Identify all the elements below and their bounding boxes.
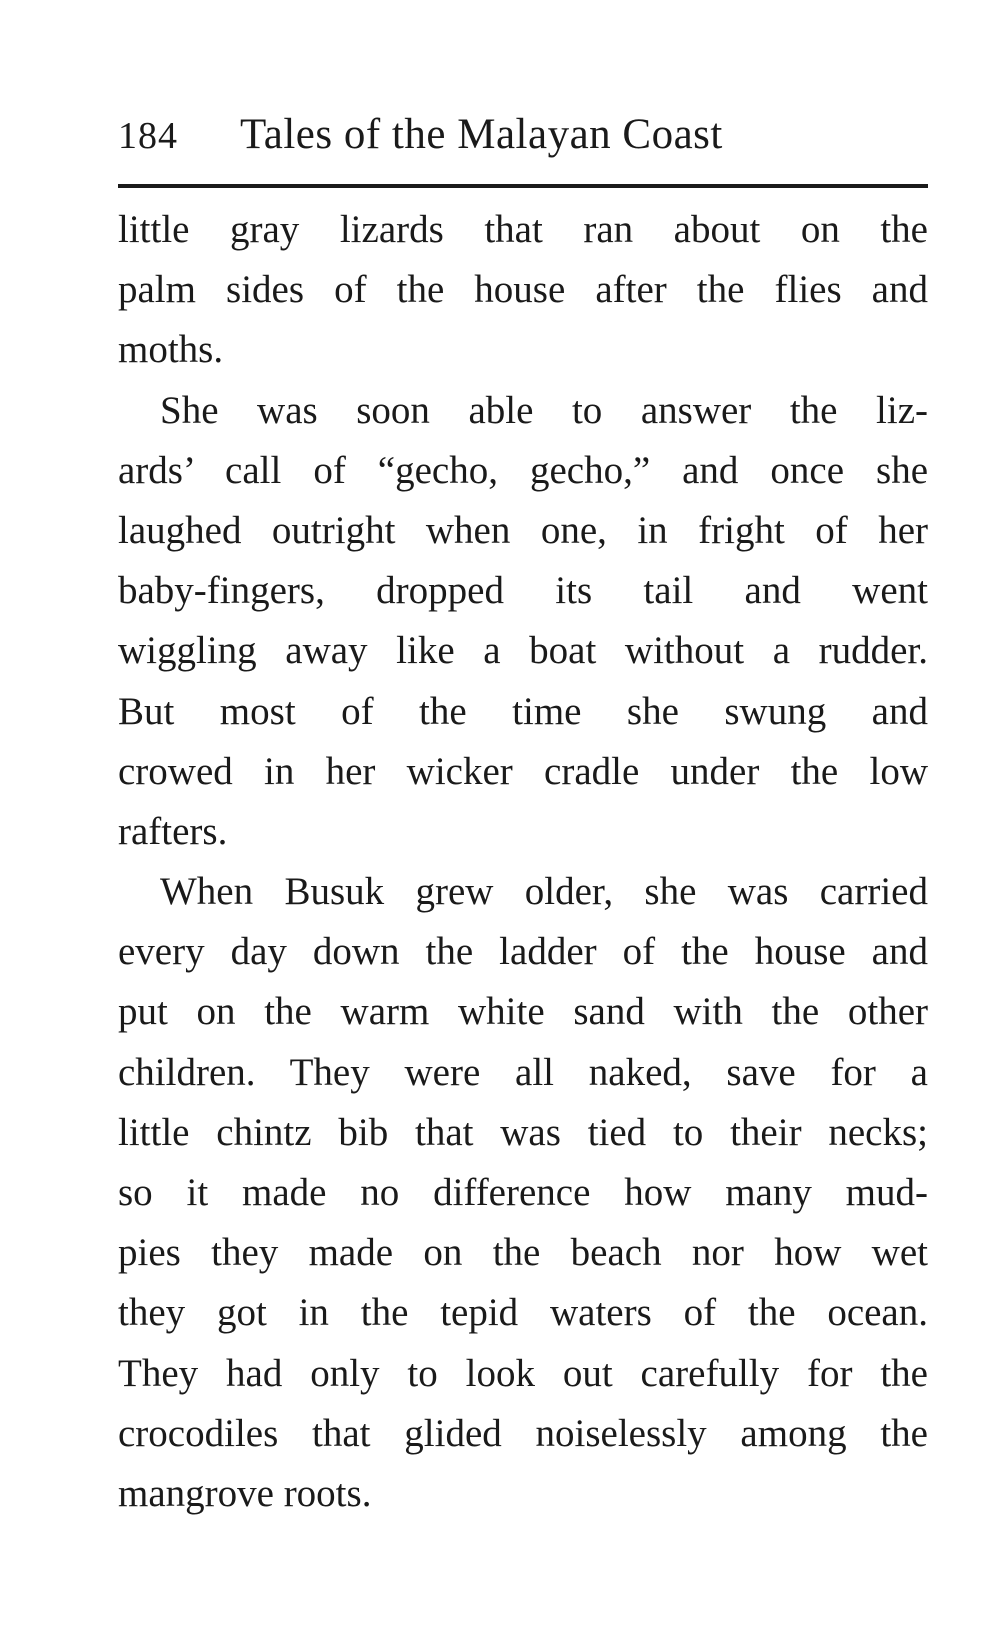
text-line: But most of the time she swung and bbox=[118, 689, 928, 733]
text-line: rafters. bbox=[118, 809, 228, 853]
text-line: When Busuk grew older, she was carried bbox=[160, 870, 928, 914]
text-line: every day down the ladder of the house and bbox=[118, 930, 928, 974]
text-line: children. They were all naked, save for a bbox=[118, 1050, 928, 1094]
text-line: wiggling away like a boat without a rudder. bbox=[118, 629, 928, 673]
running-title: Tales of the Malayan Coast bbox=[240, 111, 723, 158]
text-line: crowed in her wicker cradle under the low bbox=[118, 749, 928, 793]
header-rule bbox=[118, 184, 928, 188]
page-header bbox=[118, 110, 928, 166]
body-text bbox=[118, 200, 928, 1524]
text-line: ards’ call of “gecho, gecho,” and once she bbox=[118, 448, 928, 492]
text-line: so it made no difference how many mud- bbox=[118, 1171, 928, 1214]
text-line: They had only to look out carefully for the bbox=[118, 1351, 928, 1395]
text-line: little chintz bib that was tied to their necks; bbox=[118, 1110, 928, 1154]
text-line: pies they made on the beach nor how wet bbox=[118, 1231, 928, 1275]
text-line: moths. bbox=[118, 328, 224, 372]
text-line: crocodiles that glided noiselessly among the bbox=[118, 1411, 928, 1455]
text-line: baby-fingers, dropped its tail and went bbox=[118, 569, 928, 613]
text-line: laughed outright when one, in fright of her bbox=[118, 508, 928, 552]
text-line: She was soon able to answer the liz- bbox=[160, 388, 928, 432]
text-line: little gray lizards that ran about on the bbox=[118, 208, 928, 251]
text-line: they got in the tepid waters of the ocean. bbox=[118, 1291, 928, 1335]
page-number: 184 bbox=[118, 115, 178, 157]
text-line: palm sides of the house after the flies and bbox=[118, 268, 928, 312]
text-line: put on the warm white sand with the other bbox=[118, 990, 928, 1034]
text-line: mangrove roots. bbox=[118, 1471, 372, 1515]
